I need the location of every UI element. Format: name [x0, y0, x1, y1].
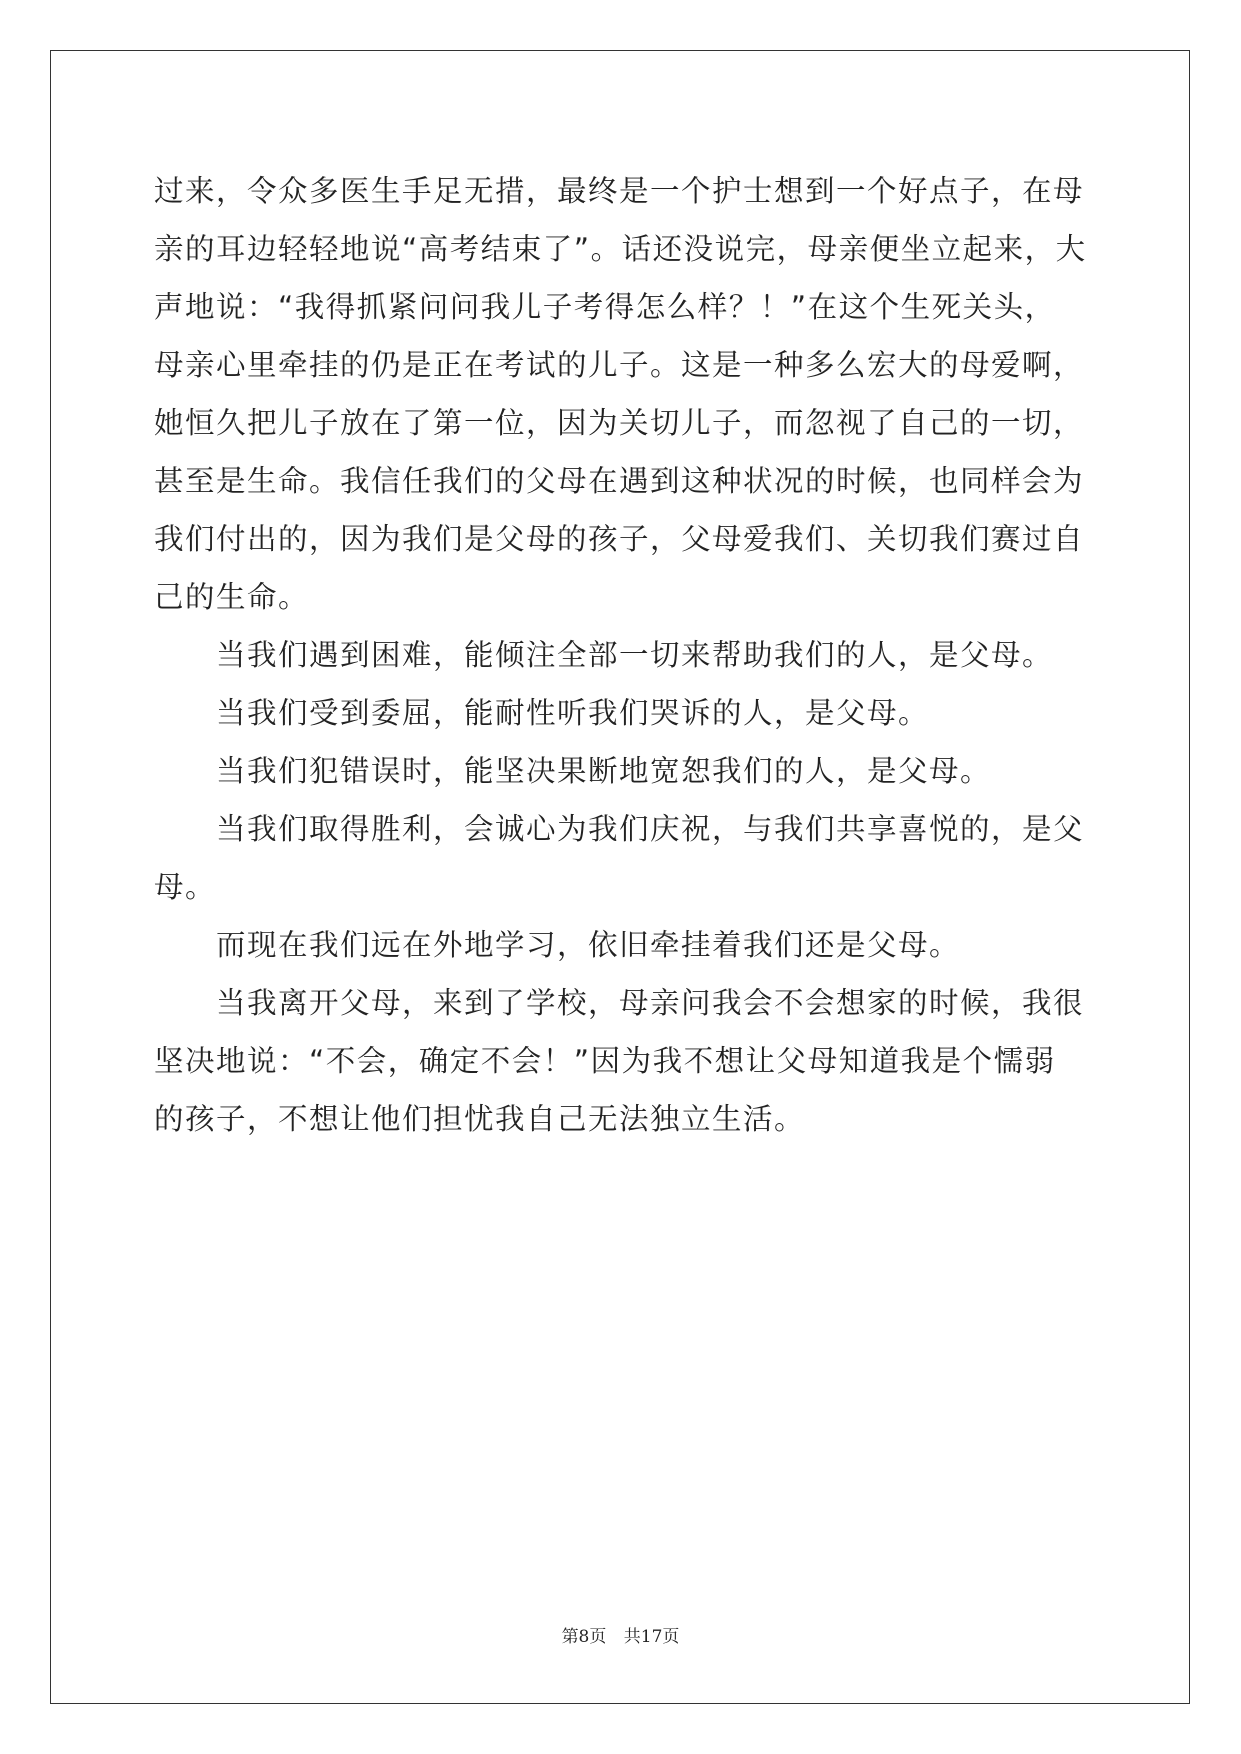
text-line: 我们付出的，因为我们是父母的孩子，父母爱我们、关切我们赛过自 — [154, 522, 1085, 556]
text-line: 当我离开父母，来到了学校，母亲问我会不会想家的时候，我很 — [216, 986, 1085, 1020]
document-body — [154, 162, 1089, 1148]
text-line: 当我们取得胜利，会诚心为我们庆祝，与我们共享喜悦的，是父 — [216, 812, 1085, 846]
page-number: 第8页 — [561, 1627, 607, 1647]
text-line: 声地说：“我得抓紧问问我儿子考得怎么样？！”在这个生死关头， — [154, 290, 1056, 324]
text-line: 过来，令众多医生手足无措，最终是一个护士想到一个好点子，在母 — [154, 174, 1085, 208]
text-line: 的孩子，不想让他们担忧我自己无法独立生活。 — [154, 1102, 806, 1136]
text-line: 而现在我们远在外地学习，依旧牵挂着我们还是父母。 — [216, 928, 961, 962]
text-line: 母。 — [154, 870, 217, 904]
page-total: 共17页 — [623, 1627, 680, 1647]
text-line: 甚至是生命。我信任我们的父母在遇到这种状况的时候，也同样会为 — [154, 464, 1085, 498]
text-line: 坚决地说：“不会，确定不会！”因为我不想让父母知道我是个懦弱 — [154, 1044, 1056, 1078]
text-line: 己的生命。 — [154, 580, 310, 614]
text-line: 当我们受到委屈，能耐性听我们哭诉的人，是父母。 — [216, 696, 930, 730]
text-line: 当我们犯错误时，能坚决果断地宽恕我们的人，是父母。 — [216, 754, 992, 788]
text-line: 母亲心里牵挂的仍是正在考试的儿子。这是一种多么宏大的母爱啊， — [154, 348, 1085, 382]
text-line: 亲的耳边轻轻地说“高考结束了”。话还没说完，母亲便坐立起来，大 — [154, 232, 1087, 266]
text-line: 她恒久把儿子放在了第一位，因为关切儿子，而忽视了自己的一切， — [154, 406, 1085, 440]
page-footer — [0, 1622, 1241, 1647]
text-line: 当我们遇到困难，能倾注全部一切来帮助我们的人，是父母。 — [216, 638, 1054, 672]
